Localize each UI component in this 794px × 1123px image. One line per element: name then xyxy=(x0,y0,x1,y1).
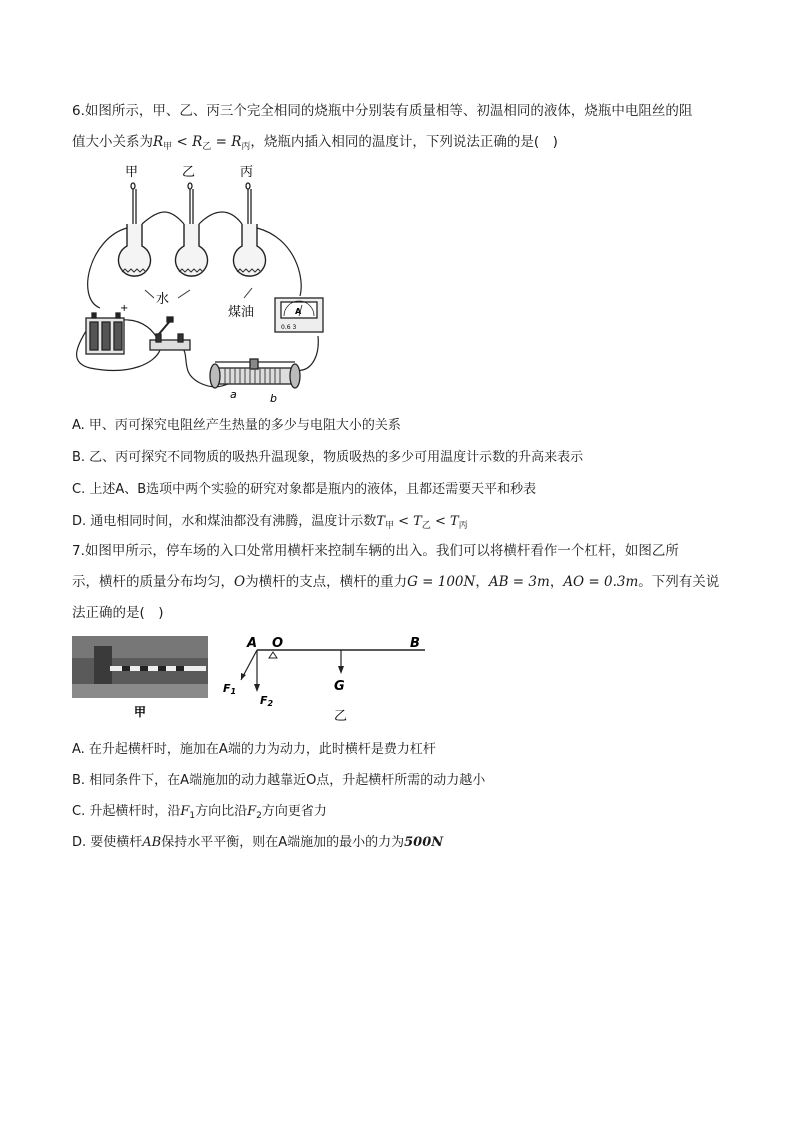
plus-sign: + xyxy=(120,303,129,314)
parking-gate-photo xyxy=(72,636,208,722)
knife-switch xyxy=(150,317,190,350)
f2-label: F2 xyxy=(260,694,274,708)
label-yi: 乙 xyxy=(182,165,196,180)
point-a: A xyxy=(247,636,258,651)
caption-jia: 甲 xyxy=(134,705,147,719)
point-o: O xyxy=(272,636,284,651)
label-jia: 甲 xyxy=(125,165,139,180)
q7-option-c[interactable]: C. 升起横杆时，沿$F_1$方向比沿$F_2$方向更省力 xyxy=(72,804,327,821)
q7-option-d[interactable]: D. 要使横杆AB保持水平平衡，则在A端施加的最小的力为500N xyxy=(72,835,444,850)
q6-option-d[interactable]: D. 通电相同时间，水和煤油都没有沸腾，温度计示数$T_甲 < T_乙 < T_丙$ xyxy=(72,514,468,531)
terminal-b: b xyxy=(270,392,277,405)
g-label: G xyxy=(334,679,345,694)
label-water: 水 xyxy=(156,292,170,307)
q7-option-b[interactable]: B. 相同条件下，在A端施加的动力越靠近O点，升起横杆所需的动力越小 xyxy=(72,773,486,788)
f1-label: F1 xyxy=(223,682,237,696)
q6-option-b[interactable]: B. 乙、丙可探究不同物质的吸热升温现象，物质吸热的多少可用温度计示数的升高来表示 xyxy=(72,450,584,465)
point-b: B xyxy=(410,636,420,651)
q7-stem-line3: 法正确的是( ) xyxy=(72,605,164,621)
q6-stem-line1: 6.如图所示，甲、乙、丙三个完全相同的烧瓶中分别装有质量相等、初温相同的液体，烧瓶中电阻丝的阻 xyxy=(72,103,693,119)
q7-stem-line2: 示，横杆的质量分布均匀，O为横杆的支点，横杆的重力G = 100N，AB = 3m，AO = 0.3m。下列有关说 xyxy=(72,574,720,590)
terminal-a: a xyxy=(230,388,237,401)
q6-stem-line2: 值大小关系为$R_甲 < R_乙 = R_丙$，烧瓶内插入相同的温度计，下列说法正确的是( ) xyxy=(72,134,558,152)
label-bing: 丙 xyxy=(240,165,254,180)
resistance-relation: $R_甲 < R_乙 = R_丙$ xyxy=(153,134,251,152)
caption-yi: 乙 xyxy=(334,709,348,724)
q7-stem xyxy=(72,536,727,629)
label-kerosene: 煤油 xyxy=(228,305,255,320)
lever-diagram xyxy=(215,630,430,728)
q6-circuit-figure xyxy=(70,158,340,408)
ammeter-terminals: 0.6 3 xyxy=(281,324,297,331)
q6-option-c[interactable]: C. 上述A、B选项中两个实验的研究对象都是瓶内的液体，且都还需要天平和秒表 xyxy=(72,482,537,497)
q6-option-a[interactable]: A. 甲、丙可探究电阻丝产生热量的多少与电阻大小的关系 xyxy=(72,418,401,433)
flasks xyxy=(119,224,266,276)
q7-option-a[interactable]: A. 在升起横杆时，施加在A端的力为动力，此时横杆是费力杠杆 xyxy=(72,742,436,757)
q6-stem xyxy=(72,96,727,163)
ammeter-symbol: A xyxy=(295,307,302,316)
q7-stem-line1: 7.如图甲所示，停车场的入口处常用横杆来控制车辆的出入。我们可以将横杆看作一个杠杆，如图乙所 xyxy=(72,543,679,559)
battery xyxy=(86,313,124,354)
fulcrum-icon xyxy=(269,652,277,658)
